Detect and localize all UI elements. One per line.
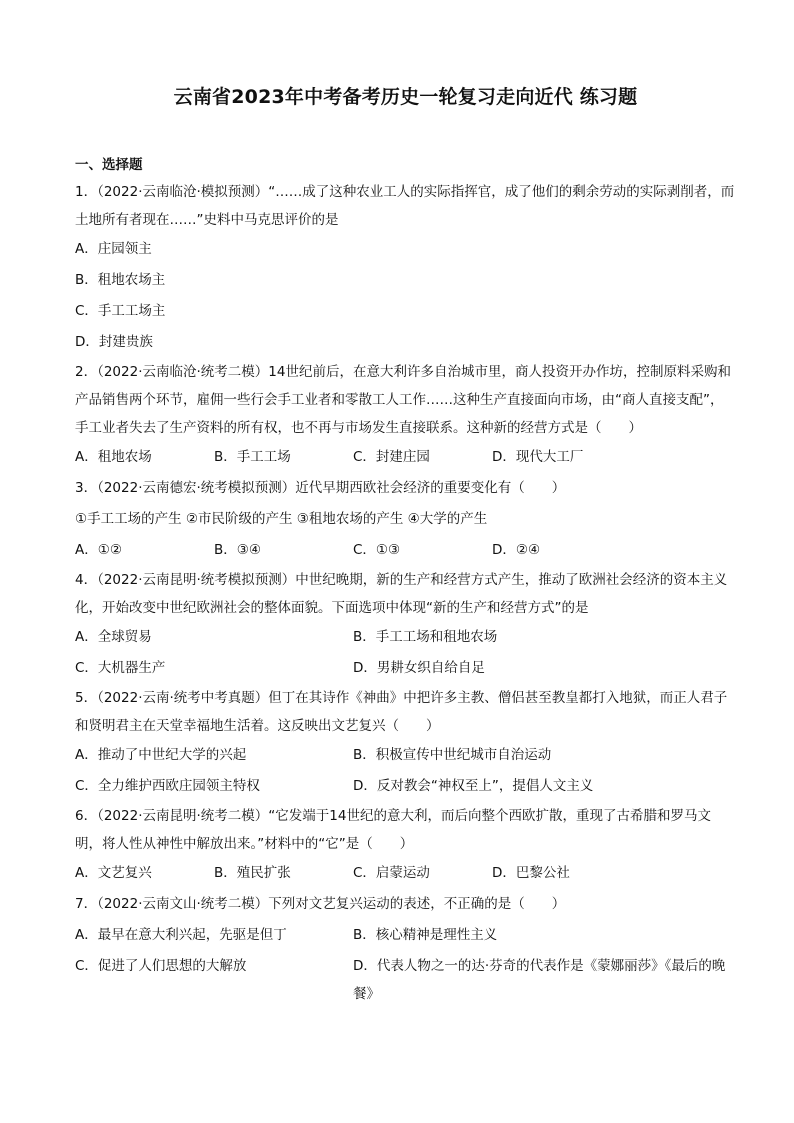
option-c: C．大机器生产 xyxy=(75,660,166,676)
question-6 xyxy=(75,802,736,889)
options-row xyxy=(75,653,736,684)
option-b: B．积极宣传中世纪城市自治运动 xyxy=(353,747,552,763)
options-row xyxy=(75,920,736,951)
option-a: A．租地农场 xyxy=(75,449,152,465)
options-row xyxy=(75,740,736,771)
options-row xyxy=(75,951,736,1008)
option-b: B．手工工场和租地农场 xyxy=(353,629,498,645)
question-stem: 7．（2022·云南文山·统考二模）下列对文艺复兴运动的表述，不正确的是（ ） xyxy=(75,896,566,912)
question-stem: 1．（2022·云南临沧·模拟预测）“……成了这种农业工人的实际指挥官，成了他们的剩余劳动的实际剥削者，而土地所有者现在……”史料中马克思评价的是 xyxy=(75,184,735,228)
question-3 xyxy=(75,473,736,566)
question-1 xyxy=(75,178,736,358)
question-items: ①手工工场的产生 ②市民阶级的产生 ③租地农场的产生 ④大学的产生 xyxy=(75,511,488,527)
question-stem: 2．（2022·云南临沧·统考二模）14世纪前后，在意大利许多自治城市里，商人投资开办作坊，控制原料采购和产品销售两个环节，雇佣一些行会手工业者和零散工人工作……这种生产直接面向市场，由“商人直接支配”，手工业者失去了生产资料的所有权，也不再与市场发生直接联系。这种新的经营方式是（ ） xyxy=(75,364,731,436)
option-c: C．封建庄园 xyxy=(353,449,430,465)
question-4 xyxy=(75,566,736,684)
option-c: C．手工工场主 xyxy=(75,303,166,319)
page-title: 云南省2023年中考备考历史一轮复习走向近代 练习题 xyxy=(173,86,638,108)
option-b: B．殖民扩张 xyxy=(214,865,291,881)
option-c: C．促进了人们思想的大解放 xyxy=(75,958,247,974)
question-stem: 5．（2022·云南·统考中考真题）但丁在其诗作《神曲》中把许多主教、僧侣甚至教皇都打入地狱，而正人君子和贤明君主在天堂幸福地生活着。这反映出文艺复兴（ ） xyxy=(75,690,728,734)
option-b: B．手工工场 xyxy=(214,449,291,465)
option-d: D．代表人物之一的达·芬奇的代表作是《蒙娜丽莎》《最后的晚餐》 xyxy=(353,958,726,1002)
option-a: A．①② xyxy=(75,542,122,558)
option-a: A．文艺复兴 xyxy=(75,865,152,881)
option-c: C．①③ xyxy=(353,542,401,558)
option-a: A．推动了中世纪大学的兴起 xyxy=(75,747,247,763)
question-stem: 6．（2022·云南昆明·统考二模）“它发端于14世纪的意大利，而后向整个西欧扩散，重现了古希腊和罗马文明，将人性从神性中解放出来。”材料中的“它”是（ ） xyxy=(75,808,711,852)
option-d: D．封建贵族 xyxy=(75,334,153,350)
option-b: B．核心精神是理性主义 xyxy=(353,927,498,943)
option-b: B．③④ xyxy=(214,542,261,558)
options-row xyxy=(75,771,736,802)
option-a: A．最早在意大利兴起，先驱是但丁 xyxy=(75,927,287,943)
option-d: D．②④ xyxy=(492,542,541,558)
question-7 xyxy=(75,889,736,1008)
option-d: D．巴黎公社 xyxy=(492,865,570,881)
option-c: C．全力维护西欧庄园领主特权 xyxy=(75,778,260,794)
question-5 xyxy=(75,684,736,802)
options-row xyxy=(75,442,736,473)
options-row xyxy=(75,535,736,566)
option-d: D．男耕女织自给自足 xyxy=(353,660,485,676)
question-2 xyxy=(75,358,736,473)
option-a: A．庄园领主 xyxy=(75,241,152,257)
options-row xyxy=(75,858,736,889)
option-b: B．租地农场主 xyxy=(75,272,166,288)
option-c: C．启蒙运动 xyxy=(353,865,430,881)
question-stem: 3．（2022·云南德宏·统考模拟预测）近代早期西欧社会经济的重要变化有（ ） xyxy=(75,480,566,496)
option-d: D．现代大工厂 xyxy=(492,449,584,465)
option-d: D．反对教会“神权至上”，提倡人文主义 xyxy=(353,778,594,794)
options-row xyxy=(75,622,736,653)
option-a: A．全球贸易 xyxy=(75,629,152,645)
section-heading: 一、选择题 xyxy=(75,157,143,173)
question-stem: 4．（2022·云南昆明·统考模拟预测）中世纪晚期，新的生产和经营方式产生，推动了欧洲社会经济的资本主义化，开始改变中世纪欧洲社会的整体面貌。下面选项中体现“新的生产和经营方式”的是 xyxy=(75,572,728,616)
